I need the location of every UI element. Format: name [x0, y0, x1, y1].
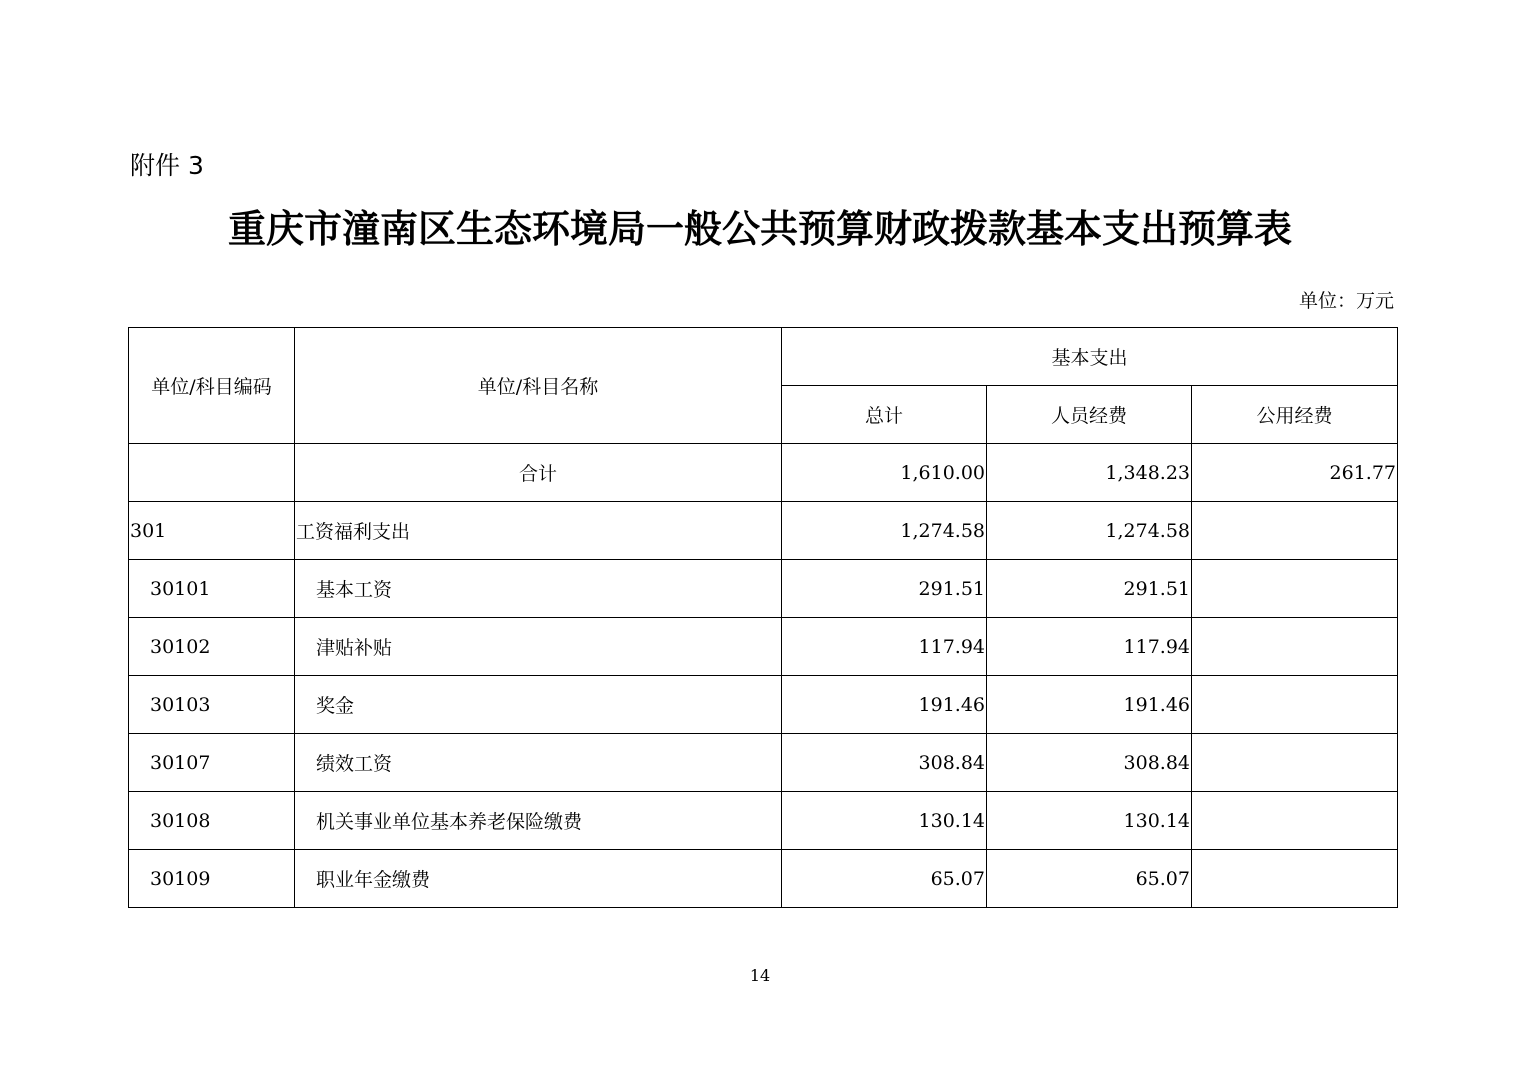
- cell-personnel: 130.14: [987, 792, 1192, 850]
- cell-personnel: 1,348.23: [987, 444, 1192, 502]
- table-row: [129, 502, 1398, 560]
- header-personnel: 人员经费: [987, 386, 1192, 444]
- cell-code: 30107: [129, 734, 295, 792]
- cell-personnel: 291.51: [987, 560, 1192, 618]
- unit-label: 单位：万元: [1298, 290, 1394, 312]
- page-title: 重庆市潼南区生态环境局一般公共预算财政拨款基本支出预算表: [227, 207, 1292, 251]
- table-row: [129, 850, 1398, 908]
- cell-code: 30108: [129, 792, 295, 850]
- cell-name: 合计: [295, 444, 782, 502]
- cell-code: 30101: [129, 560, 295, 618]
- cell-name: 基本工资: [295, 560, 782, 618]
- header-name: 单位/科目名称: [295, 328, 782, 444]
- cell-total: 191.46: [782, 676, 987, 734]
- cell-public: [1192, 850, 1398, 908]
- cell-personnel: 1,274.58: [987, 502, 1192, 560]
- table-row-total: [129, 444, 1398, 502]
- cell-total: 308.84: [782, 734, 987, 792]
- budget-table: [128, 327, 1398, 908]
- cell-public: [1192, 502, 1398, 560]
- cell-public: [1192, 560, 1398, 618]
- table-row: [129, 676, 1398, 734]
- table-row: [129, 792, 1398, 850]
- cell-code: 30102: [129, 618, 295, 676]
- cell-total: 1,274.58: [782, 502, 987, 560]
- cell-public: 261.77: [1192, 444, 1398, 502]
- cell-name: 绩效工资: [295, 734, 782, 792]
- cell-name: 机关事业单位基本养老保险缴费: [295, 792, 782, 850]
- cell-total: 130.14: [782, 792, 987, 850]
- cell-public: [1192, 792, 1398, 850]
- cell-code: 30103: [129, 676, 295, 734]
- cell-public: [1192, 618, 1398, 676]
- cell-public: [1192, 734, 1398, 792]
- cell-total: 291.51: [782, 560, 987, 618]
- cell-code: 30109: [129, 850, 295, 908]
- header-basic-expenditure: 基本支出: [782, 328, 1398, 386]
- cell-code: [129, 444, 295, 502]
- table-row: [129, 618, 1398, 676]
- cell-total: 1,610.00: [782, 444, 987, 502]
- cell-personnel: 308.84: [987, 734, 1192, 792]
- header-public: 公用经费: [1192, 386, 1398, 444]
- page-number: 14: [749, 966, 771, 985]
- table-row: [129, 560, 1398, 618]
- cell-total: 65.07: [782, 850, 987, 908]
- table-row: [129, 734, 1398, 792]
- cell-name: 工资福利支出: [295, 502, 782, 560]
- header-total: 总计: [782, 386, 987, 444]
- cell-personnel: 65.07: [987, 850, 1192, 908]
- cell-name: 奖金: [295, 676, 782, 734]
- attachment-label: 附件 3: [130, 151, 204, 180]
- cell-public: [1192, 676, 1398, 734]
- cell-name: 津贴补贴: [295, 618, 782, 676]
- cell-code: 301: [129, 502, 295, 560]
- header-code: 单位/科目编码: [129, 328, 295, 444]
- cell-personnel: 191.46: [987, 676, 1192, 734]
- cell-personnel: 117.94: [987, 618, 1192, 676]
- cell-name: 职业年金缴费: [295, 850, 782, 908]
- cell-total: 117.94: [782, 618, 987, 676]
